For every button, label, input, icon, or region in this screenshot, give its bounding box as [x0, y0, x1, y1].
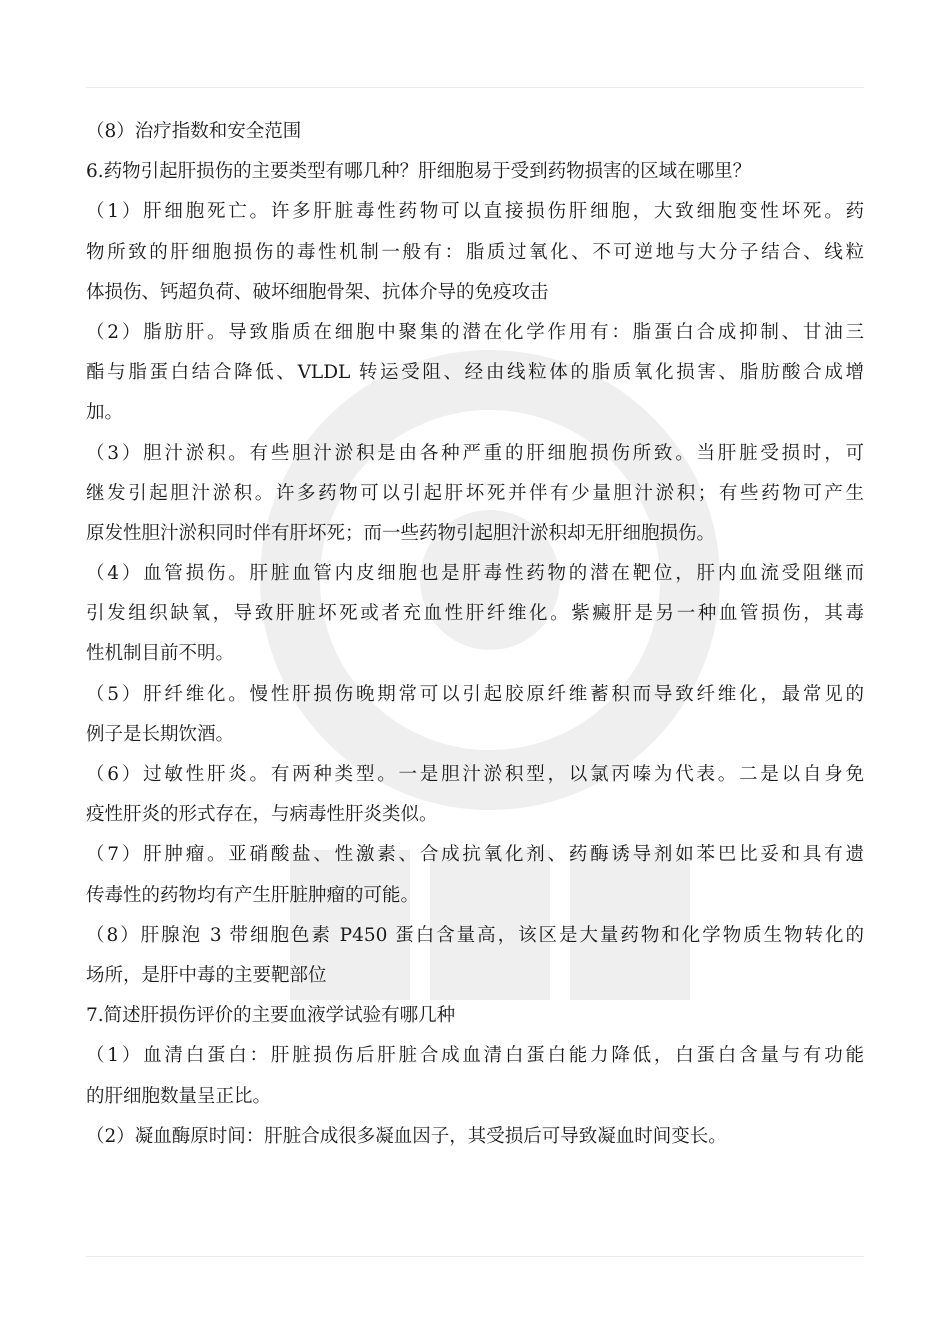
text-line: （8）肝腺泡 3 带细胞色素 P450 蛋白含量高，该区是大量药物和化学物质生物转化的 [86, 924, 864, 946]
text-line: 性机制目前不明。 [86, 643, 235, 665]
text-line: （2）脂肪肝。导致脂质在细胞中聚集的潜在化学作用有：脂蛋白合成抑制、甘油三 [86, 321, 864, 343]
text-line: （1）血清白蛋白：肝脏损伤后肝脏合成血清白蛋白能力降低，白蛋白含量与有功能 [86, 1045, 864, 1067]
text-line: 例子是长期饮酒。 [86, 723, 235, 745]
document-body [86, 112, 864, 1157]
text-line: 继发引起胆汁淤积。许多药物可以引起肝坏死并伴有少量胆汁淤积；有些药物可产生 [86, 482, 864, 504]
text-line: 原发性胆汁淤积同时伴有肝坏死；而一些药物引起胆汁淤积却无肝细胞损伤。 [86, 522, 716, 544]
text-line: （3）胆汁淤积。有些胆汁淤积是由各种严重的肝细胞损伤所致。当肝脏受损时，可 [86, 442, 864, 464]
text-line: （6）过敏性肝炎。有两种类型。一是胆汁淤积型，以氯丙嗪为代表。二是以自身免 [86, 764, 864, 785]
text-line: 加。 [86, 402, 124, 424]
text-line: （5）肝纤维化。慢性肝损伤晚期常可以引起胶原纤维蓄积而导致纤维化，最常见的 [86, 683, 864, 705]
text-line: 的肝细胞数量呈正比。 [86, 1085, 272, 1107]
text-line: 疫性肝炎的形式存在，与病毒性肝炎类似。 [86, 804, 438, 826]
text-line: （2）凝血酶原时间：肝脏合成很多凝血因子，其受损后可导致凝血时间变长。 [86, 1125, 727, 1147]
text-line: 引发组织缺氧，导致肝脏坏死或者充血性肝纤维化。紫癜肝是另一种血管损伤，其毒 [86, 603, 864, 625]
text-line: 场所，是肝中毒的主要靶部位 [86, 964, 327, 986]
text-line: （4）血管损伤。肝脏血管内皮细胞也是肝毒性药物的潜在靶位，肝内血流受阻继而 [86, 563, 864, 585]
text-line: （7）肝肿瘤。亚硝酸盐、性激素、合成抗氧化剂、药酶诱导剂如苯巴比妥和具有遗 [86, 844, 864, 866]
text-line: 体损伤、钙超负荷、破坏细胞骨架、抗体介导的免疫攻击 [86, 281, 549, 303]
text-line: 6.药物引起肝损伤的主要类型有哪几种？肝细胞易于受到药物损害的区域在哪里？ [86, 161, 752, 183]
text-line: 物所致的肝细胞损伤的毒性机制一般有：脂质过氧化、不可逆地与大分子结合、线粒 [86, 241, 864, 263]
text-line: 酯与脂蛋白结合降低、VLDL 转运受阻、经由线粒体的脂质氧化损害、脂肪酸合成增 [86, 362, 864, 384]
header-rule [86, 87, 864, 88]
text-line: 传毒性的药物均有产生肝脏肿瘤的可能。 [86, 884, 420, 906]
text-line: （1）肝细胞死亡。许多肝脏毒性药物可以直接损伤肝细胞，大致细胞变性坏死。药 [86, 201, 864, 223]
text-line: 7.简述肝损伤评价的主要血液学试验有哪几种 [86, 1005, 456, 1027]
text-line: （8）治疗指数和安全范围 [86, 121, 302, 142]
footer-rule [86, 1256, 864, 1257]
